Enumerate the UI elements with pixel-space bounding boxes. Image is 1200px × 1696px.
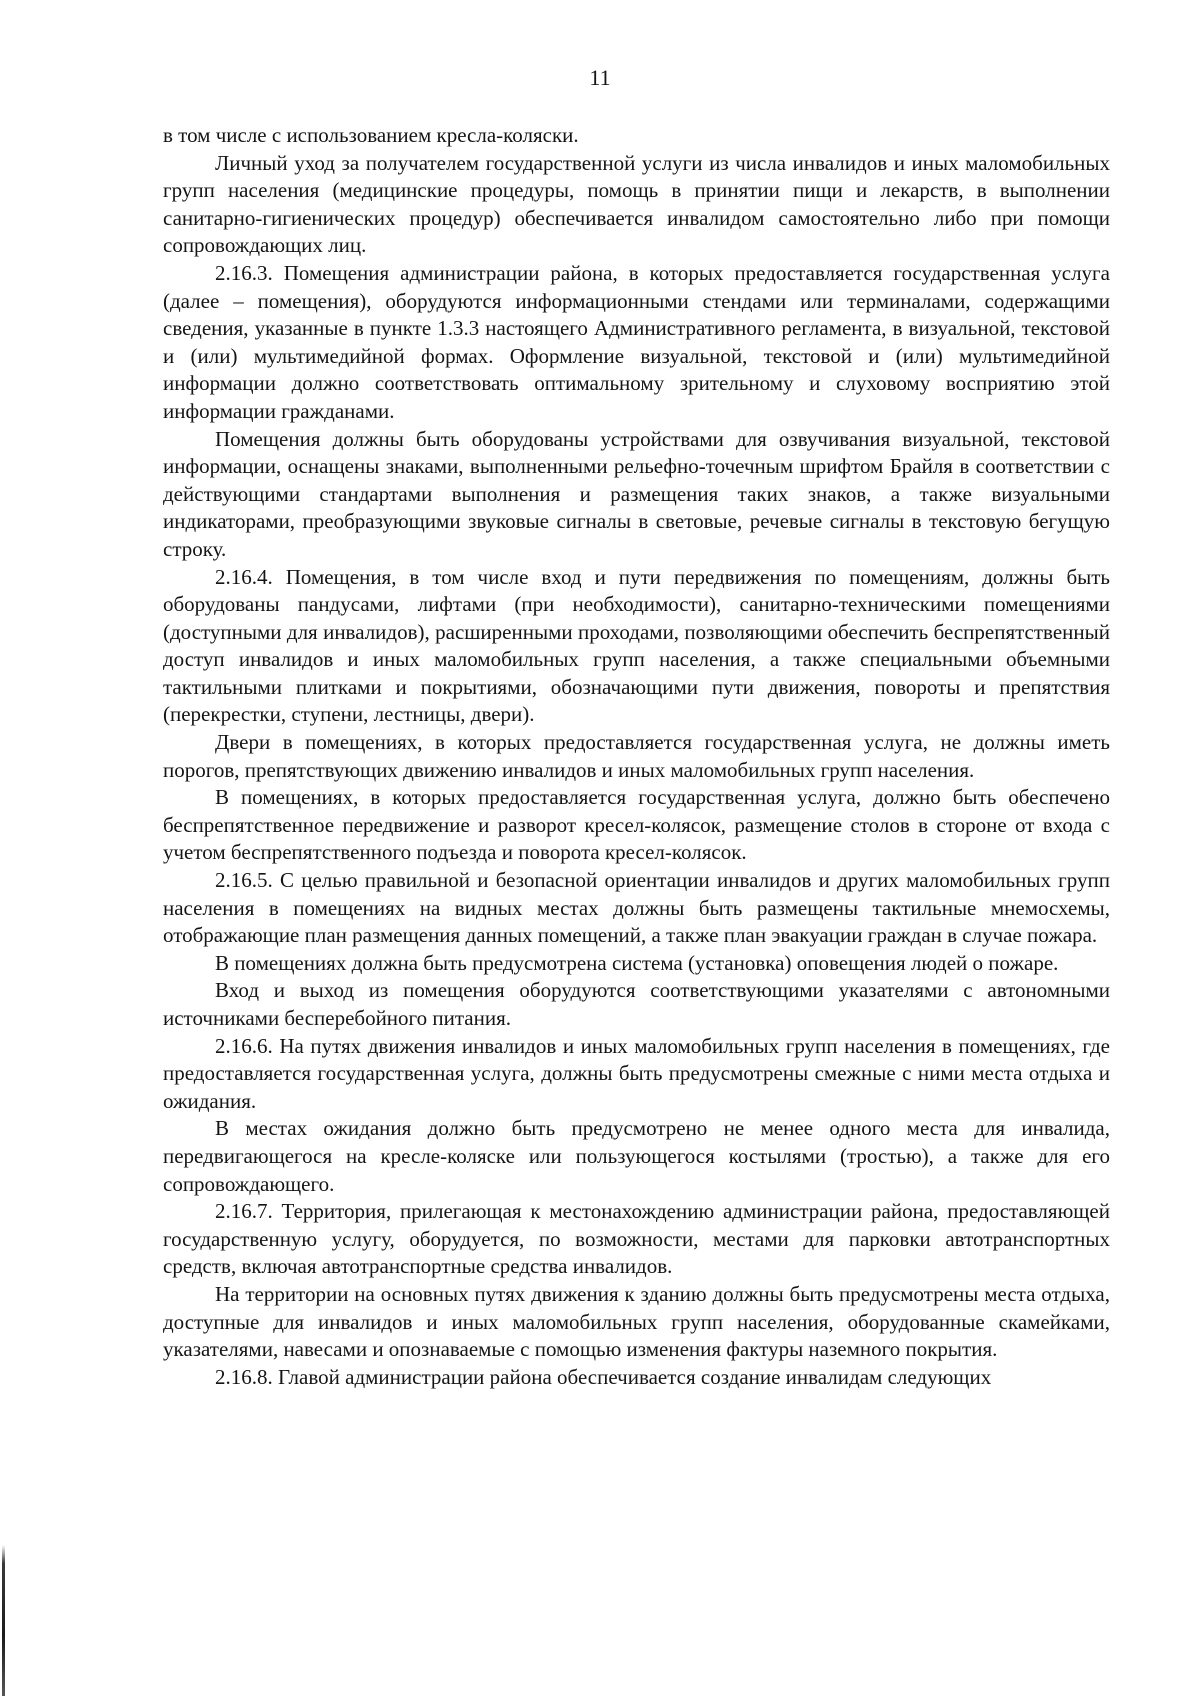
paragraph-2-16-3: 2.16.3. Помещения администрации района, в которых предоставляется государственная услуга (далее – помещения), оборудуются информационными стендами или терминалами, содержащими сведения, указанные в пункте 1.3.3 настоящего Административного регламента, в визуальной, текстовой и (или) мультимедийной формах. Оформление визуальной, текстовой и (или) мультимедийной информации должно соответствовать оптимальному зрительному и слуховому восприятию этой информации гражданами. [163,260,1110,423]
paragraph-2-16-7: 2.16.7. Территория, прилегающая к местонахождению администрации района, предоставляющей государственную услугу, оборудуется, по возможности, местами для парковки автотранспортных средств, включая автотранспортные средства инвалидов. [163,1199,1110,1279]
paragraph-entrance-exit: Вход и выход из помещения оборудуются соответствующими указателями с автономными источниками бесперебойного питания. [163,978,1110,1030]
paragraph-personal-care: Личный уход за получателем государственной услуги из числа инвалидов и иных маломобильных групп населения (медицинские процедуры, помощь в принятии пищи и лекарств, в выполнении санитарно-гигиенических процедур) обеспечивается инвалидом самостоятельно либо при помощи сопровождающих лиц. [163,150,1110,258]
paragraph-doors: Двери в помещениях, в которых предоставляется государственная услуга, не должны иметь порогов, препятствующих движению инвалидов и иных маломобильных групп населения. [163,730,1110,782]
paragraph-territory-rest-places: На территории на основных путях движения к зданию должны быть предусмотрены места отдыха, доступные для инвалидов и иных маломобильных групп населения, оборудованные скамейками, указателями, навесами и опознаваемые с помощью изменения фактуры наземного покрытия. [163,1281,1110,1362]
paragraph-waiting-places: В местах ожидания должно быть предусмотрено не менее одного места для инвалида, передвигающегося на кресле-коляске или пользующегося костылями (тростью), а также для его сопровождающего. [163,1116,1110,1196]
paragraph-fire-alarm: В помещениях должна быть предусмотрена система (установка) оповещения людей о пожаре. [215,950,1059,975]
paragraph-2-16-5: 2.16.5. С целью правильной и безопасной ориентации инвалидов и других маломобильных групп населения в помещениях на видных местах должны быть размещены тактильные мнемосхемы, отображающие план размещения данных помещений, а также план эвакуации граждан в случае пожара. [163,868,1110,948]
document-body [163,122,1110,1391]
paragraph-2-16-6: 2.16.6. На путях движения инвалидов и иных маломобильных групп населения в помещениях, где предоставляется государственная услуга, должны быть предусмотрены смежные с ними места отдыха и ожидания. [163,1033,1110,1113]
paragraph-continuation: в том числе с использованием кресла-коляски. [163,123,579,147]
scan-edge-mark [2,1545,5,1696]
paragraph-2-16-8: 2.16.8. Главой администрации района обеспечивается создание инвалидам следующих [215,1364,992,1389]
page-number: 11 [589,65,611,90]
paragraph-wheelchair-movement: В помещениях, в которых предоставляется государственная услуга, должно быть обеспечено беспрепятственное передвижение и разворот кресел-колясок, размещение столов в стороне от входа с учетом беспрепятственного подъезда и поворота кресел-колясок. [163,785,1110,865]
paragraph-braille-equipment: Помещения должны быть оборудованы устройствами для озвучивания визуальной, текстовой информации, оснащены знаками, выполненными рельефно-точечным шрифтом Брайля в соответствии с действующими стандартами выполнения и размещения таких знаков, а также визуальными индикаторами, преобразующими звуковые сигналы в световые, речевые сигналы в текстовую бегущую строку. [163,426,1110,561]
paragraph-2-16-4: 2.16.4. Помещения, в том числе вход и пути передвижения по помещениям, должны быть оборудованы пандусами, лифтами (при необходимости), санитарно-техническими помещениями (доступными для инвалидов), расширенными проходами, позволяющими обеспечить беспрепятственный доступ инвалидов и иных маломобильных групп населения, а также специальными объемными тактильными плитками и покрытиями, обозначающими пути движения, повороты и препятствия (перекрестки, ступени, лестницы, двери). [163,564,1110,727]
